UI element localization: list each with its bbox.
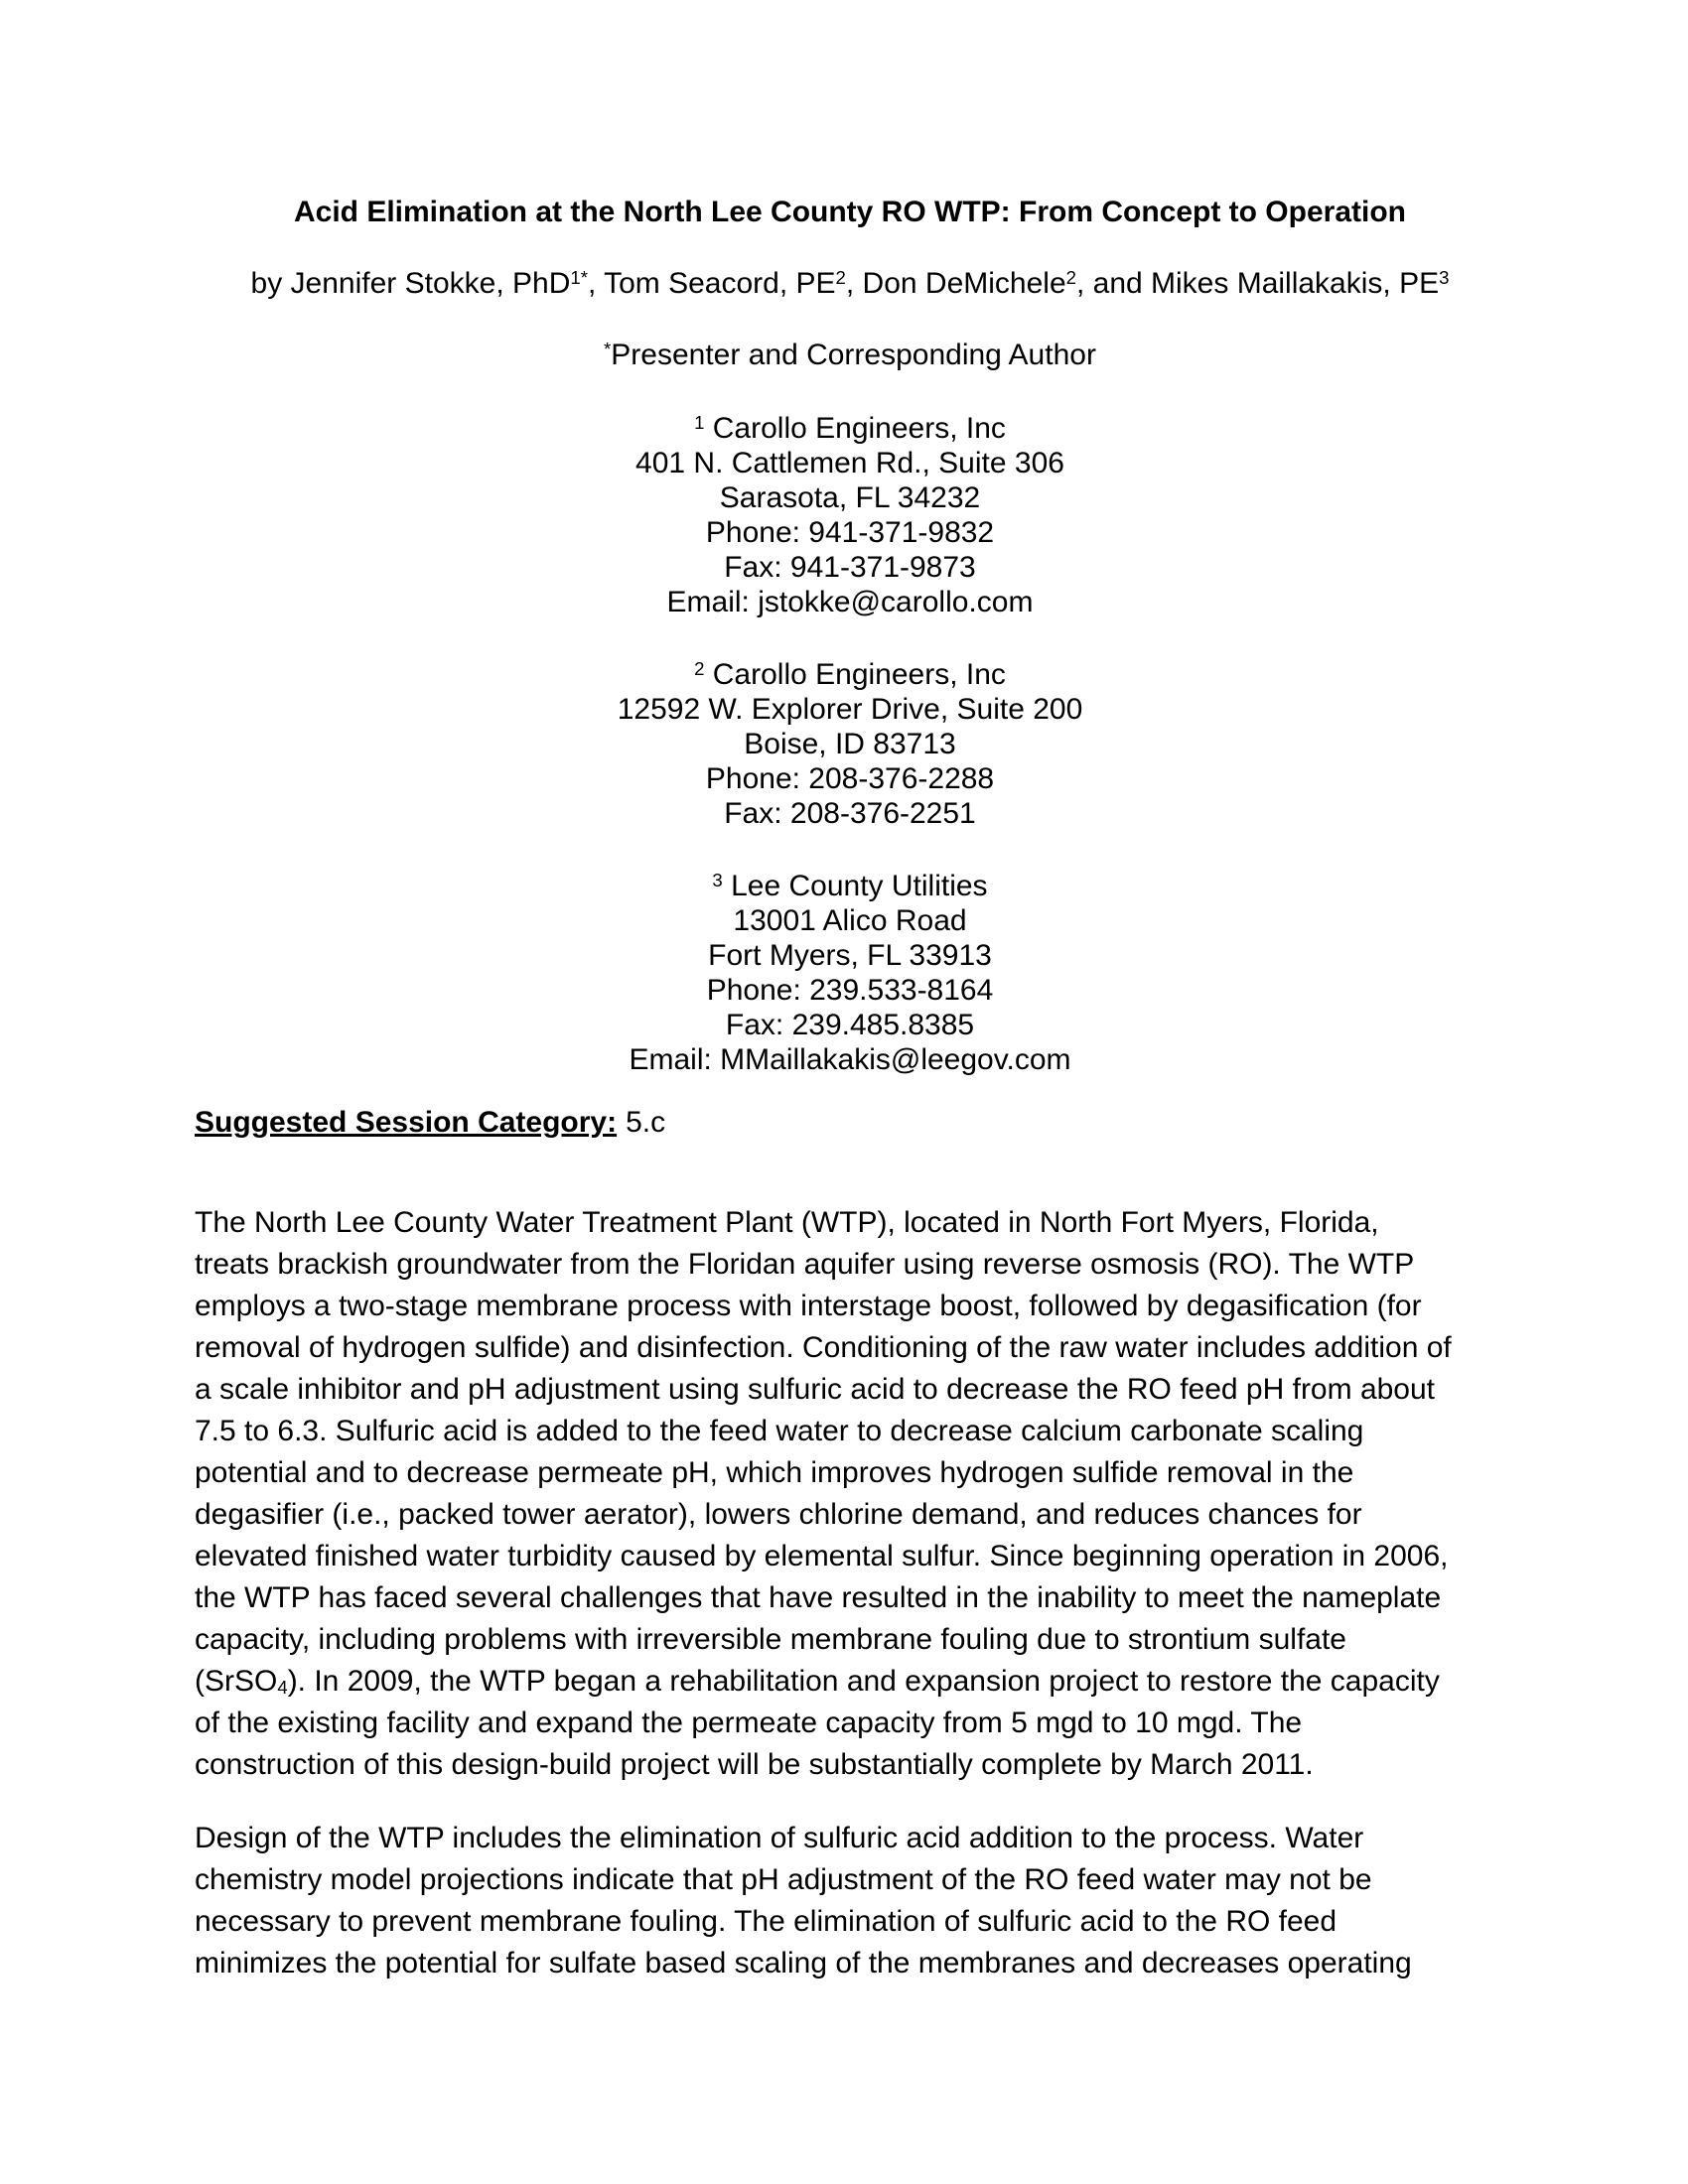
affiliation-line: Boise, ID 83713 <box>744 728 956 760</box>
abstract <box>195 1202 1505 1984</box>
affiliation-line: Phone: 239.533-8164 <box>706 974 994 1007</box>
affiliation-line: Fax: 239.485.8385 <box>725 1009 975 1041</box>
presenter-note: *Presenter and Corresponding Author <box>604 338 1096 371</box>
paragraph-line: degasifier (i.e., packed tower aerator), lowers chlorine demand, and reduces chances for <box>195 1498 1362 1531</box>
paragraph-line: necessary to prevent membrane fouling. The elimination of sulfuric acid to the RO feed <box>195 1905 1337 1938</box>
paragraph-line: capacity, including problems with irreversible membrane fouling due to strontium sulfate <box>195 1623 1346 1656</box>
affiliation-line: Fort Myers, FL 33913 <box>708 939 992 972</box>
paragraph-line: chemistry model projections indicate that pH adjustment of the RO feed water may not be <box>195 1863 1372 1896</box>
paragraph-line: (SrSO$_4$). In 2009, the WTP began a rehabilitation and expansion project to restore the capacity <box>195 1665 1440 1699</box>
session-category-value: 5.c <box>626 1106 666 1139</box>
session-category-label: Suggested Session Category: <box>195 1106 618 1139</box>
affiliation-block <box>195 411 1505 619</box>
affiliation-line: $^1$ Carollo Engineers, Inc <box>694 411 1006 445</box>
affiliation-block <box>195 657 1505 831</box>
paragraph-line: The North Lee County Water Treatment Plant (WTP), located in North Fort Myers, Florida, <box>195 1206 1379 1239</box>
paragraph <box>195 1202 1505 1786</box>
paragraph-line: removal of hydrogen sulfide) and disinfection. Conditioning of the raw water includes addition of <box>195 1331 1452 1364</box>
affiliation-line: 13001 Alico Road <box>733 904 967 937</box>
paragraph-line: elevated finished water turbidity caused by elemental sulfur. Since beginning operation in 2006, <box>195 1540 1449 1572</box>
affiliation-line: Sarasota, FL 34232 <box>719 481 981 514</box>
session-category-row <box>195 1105 1505 1141</box>
byline: by Jennifer Stokke, PhD$^{1*}$, Tom Seacord, $PE^2$, Don DeMichele$^2$, and Mikes Maillakakis, $PE^3$ <box>250 266 1450 300</box>
affiliation-line: 401 N. Cattlemen Rd., Suite 306 <box>635 447 1064 479</box>
affiliation-line: Email: jstokke@carollo.com <box>666 586 1034 618</box>
affiliation-line: 12592 W. Explorer Drive, Suite 200 <box>617 693 1083 726</box>
affiliation-block <box>195 869 1505 1077</box>
paragraph-line: the WTP has faced several challenges that have resulted in the inability to meet the nameplate <box>195 1581 1442 1614</box>
paragraph-line: potential and to decrease permeate pH, which improves hydrogen sulfide removal in the <box>195 1456 1354 1489</box>
paragraph-line: of the existing facility and expand the permeate capacity from 5 mgd to 10 mgd. The <box>195 1706 1303 1739</box>
affiliation-line: Fax: 208-376-2251 <box>724 797 976 830</box>
paragraph-line: employs a two-stage membrane process with interstage boost, followed by degasification (for <box>195 1290 1422 1322</box>
paragraph-line: a scale inhibitor and pH adjustment using sulfuric acid to decrease the RO feed pH from about <box>195 1373 1436 1406</box>
paragraph-line: Design of the WTP includes the elimination of sulfuric acid addition to the process. Water <box>195 1822 1364 1854</box>
affiliation-line: Fax: 941-371-9873 <box>724 551 976 584</box>
paragraph-line: construction of this design-build project will be substantially complete by March 2011. <box>195 1748 1314 1781</box>
affiliation-line: $^2$ Carollo Engineers, Inc <box>694 657 1006 691</box>
paragraph-line: treats brackish groundwater from the Floridan aquifer using reverse osmosis (RO). The WTP <box>195 1248 1415 1281</box>
affiliations <box>195 411 1505 1077</box>
paragraph-line: 7.5 to 6.3. Sulfuric acid is added to the feed water to decrease calcium carbonate scaling <box>195 1415 1364 1447</box>
paragraph <box>195 1818 1505 1984</box>
affiliation-line: $^3$ Lee County Utilities <box>712 869 988 902</box>
affiliation-line: Email: MMaillakakis@leegov.com <box>629 1043 1071 1076</box>
affiliation-line: Phone: 941-371-9832 <box>705 516 995 549</box>
document-title: Acid Elimination at the North Lee County RO WTP: From Concept to Operation <box>293 196 1406 228</box>
affiliation-line: Phone: 208-376-2288 <box>705 762 995 795</box>
paragraph-line: minimizes the potential for sulfate based scaling of the membranes and decreases operating <box>195 1947 1412 1979</box>
